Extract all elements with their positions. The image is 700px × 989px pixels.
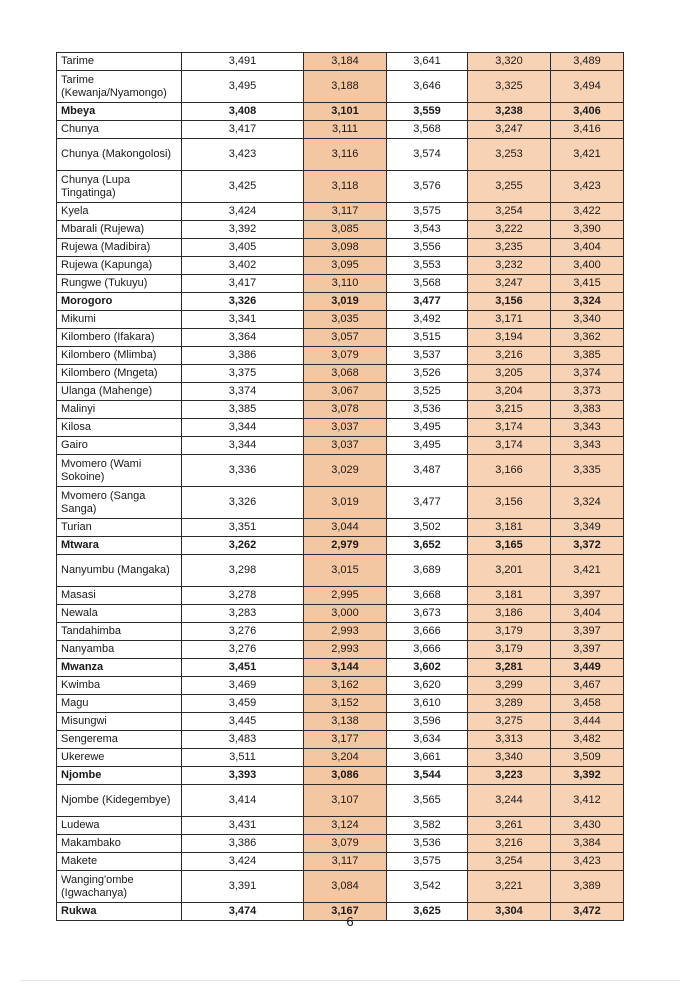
price-cell: 3,084	[304, 871, 387, 903]
price-cell: 3,156	[468, 293, 551, 311]
price-cell: 3,037	[304, 419, 387, 437]
price-cell: 3,390	[551, 221, 624, 239]
price-cell: 3,205	[468, 365, 551, 383]
table-row	[57, 53, 624, 71]
table-row	[57, 239, 624, 257]
price-cell: 3,397	[551, 641, 624, 659]
price-cell: 3,281	[468, 659, 551, 677]
price-cell: 3,384	[551, 835, 624, 853]
price-cell: 3,386	[182, 347, 304, 365]
price-cell: 3,574	[387, 139, 468, 171]
price-cell: 3,372	[551, 537, 624, 555]
table-row	[57, 659, 624, 677]
price-cell: 3,078	[304, 401, 387, 419]
price-cell: 3,397	[551, 623, 624, 641]
location-cell: Kilombero (Mlimba)	[57, 347, 182, 365]
price-cell: 3,391	[182, 871, 304, 903]
price-cell: 3,035	[304, 311, 387, 329]
location-cell: Mwanza	[57, 659, 182, 677]
price-cell: 3,423	[551, 171, 624, 203]
location-cell: Tarime (Kewanja/Nyamongo)	[57, 71, 182, 103]
price-cell: 3,502	[387, 519, 468, 537]
table-row	[57, 641, 624, 659]
price-cell: 3,445	[182, 713, 304, 731]
price-cell: 3,289	[468, 695, 551, 713]
table-row	[57, 519, 624, 537]
table-row	[57, 257, 624, 275]
location-cell: Rungwe (Tukuyu)	[57, 275, 182, 293]
table-row	[57, 329, 624, 347]
price-cell: 3,262	[182, 537, 304, 555]
price-cell: 3,641	[387, 53, 468, 71]
price-cell: 3,336	[182, 455, 304, 487]
price-cell: 3,165	[468, 537, 551, 555]
price-cell: 3,602	[387, 659, 468, 677]
price-cell: 3,477	[387, 487, 468, 519]
table-row	[57, 853, 624, 871]
price-cell: 3,421	[551, 139, 624, 171]
price-cell: 3,110	[304, 275, 387, 293]
price-cell: 3,124	[304, 817, 387, 835]
price-cell: 3,392	[182, 221, 304, 239]
location-cell: Kilosa	[57, 419, 182, 437]
location-cell: Chunya (Lupa Tingatinga)	[57, 171, 182, 203]
price-cell: 3,568	[387, 275, 468, 293]
location-cell: Tarime	[57, 53, 182, 71]
location-cell: Nanyumbu (Mangaka)	[57, 555, 182, 587]
price-cell: 3,449	[551, 659, 624, 677]
price-cell: 3,244	[468, 785, 551, 817]
price-cell: 3,430	[551, 817, 624, 835]
price-cell: 3,421	[551, 555, 624, 587]
price-cell: 3,536	[387, 401, 468, 419]
table-row	[57, 419, 624, 437]
price-cell: 3,254	[468, 203, 551, 221]
price-cell: 2,993	[304, 641, 387, 659]
table-row	[57, 347, 624, 365]
table-row	[57, 171, 624, 203]
price-cell: 3,247	[468, 121, 551, 139]
price-cell: 3,625	[387, 903, 468, 921]
location-cell: Nanyamba	[57, 641, 182, 659]
price-cell: 3,085	[304, 221, 387, 239]
price-cell: 3,487	[387, 455, 468, 487]
price-cell: 3,417	[182, 275, 304, 293]
location-cell: Makambako	[57, 835, 182, 853]
price-cell: 3,474	[182, 903, 304, 921]
price-cell: 3,400	[551, 257, 624, 275]
price-cell: 3,107	[304, 785, 387, 817]
price-cell: 3,406	[551, 103, 624, 121]
price-cell: 3,536	[387, 835, 468, 853]
price-cell: 3,326	[182, 293, 304, 311]
price-cell: 3,204	[304, 749, 387, 767]
location-cell: Njombe (Kidegembye)	[57, 785, 182, 817]
table-row	[57, 749, 624, 767]
location-cell: Misungwi	[57, 713, 182, 731]
price-cell: 3,666	[387, 623, 468, 641]
price-cell: 3,341	[182, 311, 304, 329]
table-row	[57, 139, 624, 171]
price-cell: 3,544	[387, 767, 468, 785]
price-cell: 3,482	[551, 731, 624, 749]
location-cell: Kyela	[57, 203, 182, 221]
price-cell: 3,275	[468, 713, 551, 731]
table-row	[57, 623, 624, 641]
location-cell: Morogoro	[57, 293, 182, 311]
price-cell: 3,238	[468, 103, 551, 121]
price-cell: 3,223	[468, 767, 551, 785]
price-cell: 3,422	[551, 203, 624, 221]
price-cell: 3,386	[182, 835, 304, 853]
price-cell: 3,019	[304, 487, 387, 519]
table-row	[57, 835, 624, 853]
price-cell: 3,037	[304, 437, 387, 455]
price-cell: 3,254	[468, 853, 551, 871]
price-cell: 3,184	[304, 53, 387, 71]
price-cell: 3,340	[468, 749, 551, 767]
location-cell: Rujewa (Kapunga)	[57, 257, 182, 275]
table-row	[57, 365, 624, 383]
table-row	[57, 605, 624, 623]
price-cell: 3,472	[551, 903, 624, 921]
table-row	[57, 103, 624, 121]
location-cell: Gairo	[57, 437, 182, 455]
price-cell: 3,458	[551, 695, 624, 713]
location-cell: Sengerema	[57, 731, 182, 749]
table-row	[57, 311, 624, 329]
price-cell: 3,610	[387, 695, 468, 713]
price-table	[56, 52, 624, 921]
price-cell: 3,509	[551, 749, 624, 767]
price-cell: 3,156	[468, 487, 551, 519]
table-row	[57, 713, 624, 731]
location-cell: Mvomero (Wami Sokoine)	[57, 455, 182, 487]
price-cell: 3,222	[468, 221, 551, 239]
price-cell: 3,634	[387, 731, 468, 749]
location-cell: Kilombero (Ifakara)	[57, 329, 182, 347]
price-cell: 3,495	[387, 419, 468, 437]
price-cell: 3,568	[387, 121, 468, 139]
location-cell: Ulanga (Mahenge)	[57, 383, 182, 401]
price-cell: 3,661	[387, 749, 468, 767]
price-cell: 3,344	[182, 437, 304, 455]
price-cell: 3,542	[387, 871, 468, 903]
price-cell: 3,596	[387, 713, 468, 731]
price-cell: 3,543	[387, 221, 468, 239]
price-cell: 3,216	[468, 835, 551, 853]
price-cell: 3,424	[182, 853, 304, 871]
price-cell: 3,652	[387, 537, 468, 555]
price-cell: 3,261	[468, 817, 551, 835]
price-cell: 3,673	[387, 605, 468, 623]
price-cell: 3,171	[468, 311, 551, 329]
price-cell: 3,553	[387, 257, 468, 275]
price-cell: 3,414	[182, 785, 304, 817]
price-cell: 3,335	[551, 455, 624, 487]
price-cell: 3,404	[551, 605, 624, 623]
price-cell: 3,253	[468, 139, 551, 171]
price-cell: 3,425	[182, 171, 304, 203]
price-cell: 3,495	[387, 437, 468, 455]
price-cell: 3,278	[182, 587, 304, 605]
price-cell: 3,177	[304, 731, 387, 749]
price-cell: 3,689	[387, 555, 468, 587]
price-cell: 3,351	[182, 519, 304, 537]
price-cell: 3,079	[304, 347, 387, 365]
price-cell: 3,000	[304, 605, 387, 623]
price-cell: 3,216	[468, 347, 551, 365]
price-cell: 3,079	[304, 835, 387, 853]
price-cell: 3,374	[551, 365, 624, 383]
location-cell: Mbeya	[57, 103, 182, 121]
table-body	[57, 53, 624, 921]
price-cell: 3,326	[182, 487, 304, 519]
table-row	[57, 275, 624, 293]
location-cell: Turian	[57, 519, 182, 537]
price-cell: 3,537	[387, 347, 468, 365]
price-cell: 3,385	[551, 347, 624, 365]
price-cell: 3,416	[551, 121, 624, 139]
price-cell: 3,575	[387, 203, 468, 221]
price-cell: 3,116	[304, 139, 387, 171]
price-cell: 3,646	[387, 71, 468, 103]
price-cell: 3,320	[468, 53, 551, 71]
price-cell: 3,179	[468, 641, 551, 659]
location-cell: Ukerewe	[57, 749, 182, 767]
price-cell: 3,067	[304, 383, 387, 401]
price-cell: 3,666	[387, 641, 468, 659]
price-cell: 3,144	[304, 659, 387, 677]
price-cell: 3,015	[304, 555, 387, 587]
location-cell: Mvomero (Sanga Sanga)	[57, 487, 182, 519]
price-cell: 3,019	[304, 293, 387, 311]
table-row	[57, 401, 624, 419]
price-cell: 3,373	[551, 383, 624, 401]
location-cell: Rujewa (Madibira)	[57, 239, 182, 257]
location-cell: Rukwa	[57, 903, 182, 921]
table-row	[57, 817, 624, 835]
price-cell: 3,313	[468, 731, 551, 749]
location-cell: Tandahimba	[57, 623, 182, 641]
price-cell: 3,404	[551, 239, 624, 257]
price-cell: 3,186	[468, 605, 551, 623]
price-cell: 2,995	[304, 587, 387, 605]
table-row	[57, 203, 624, 221]
price-cell: 3,375	[182, 365, 304, 383]
price-cell: 3,117	[304, 203, 387, 221]
price-cell: 3,469	[182, 677, 304, 695]
price-cell: 3,304	[468, 903, 551, 921]
location-cell: Chunya (Makongolosi)	[57, 139, 182, 171]
price-cell: 3,044	[304, 519, 387, 537]
table-row	[57, 555, 624, 587]
location-cell: Masasi	[57, 587, 182, 605]
price-cell: 3,101	[304, 103, 387, 121]
location-cell: Ludewa	[57, 817, 182, 835]
table-row	[57, 487, 624, 519]
location-cell: Njombe	[57, 767, 182, 785]
price-cell: 3,489	[551, 53, 624, 71]
table-row	[57, 537, 624, 555]
price-cell: 3,174	[468, 437, 551, 455]
location-cell: Malinyi	[57, 401, 182, 419]
price-cell: 3,417	[182, 121, 304, 139]
price-cell: 2,979	[304, 537, 387, 555]
price-cell: 3,162	[304, 677, 387, 695]
location-cell: Kwimba	[57, 677, 182, 695]
location-cell: Chunya	[57, 121, 182, 139]
price-cell: 3,194	[468, 329, 551, 347]
price-cell: 3,364	[182, 329, 304, 347]
table-row	[57, 677, 624, 695]
price-cell: 3,405	[182, 239, 304, 257]
table-row	[57, 455, 624, 487]
price-cell: 3,152	[304, 695, 387, 713]
price-cell: 3,526	[387, 365, 468, 383]
price-cell: 3,188	[304, 71, 387, 103]
price-cell: 3,483	[182, 731, 304, 749]
price-cell: 3,118	[304, 171, 387, 203]
price-cell: 3,374	[182, 383, 304, 401]
price-cell: 3,181	[468, 519, 551, 537]
price-cell: 3,582	[387, 817, 468, 835]
price-cell: 3,515	[387, 329, 468, 347]
price-cell: 3,408	[182, 103, 304, 121]
table-row	[57, 437, 624, 455]
price-cell: 3,324	[551, 487, 624, 519]
location-cell: Makete	[57, 853, 182, 871]
price-cell: 2,993	[304, 623, 387, 641]
price-cell: 3,343	[551, 437, 624, 455]
table-row	[57, 731, 624, 749]
page-divider	[20, 980, 680, 981]
price-cell: 3,392	[551, 767, 624, 785]
price-cell: 3,029	[304, 455, 387, 487]
location-cell: Kilombero (Mngeta)	[57, 365, 182, 383]
location-cell: Magu	[57, 695, 182, 713]
price-cell: 3,086	[304, 767, 387, 785]
price-cell: 3,179	[468, 623, 551, 641]
price-cell: 3,423	[551, 853, 624, 871]
price-cell: 3,511	[182, 749, 304, 767]
price-cell: 3,232	[468, 257, 551, 275]
table-row	[57, 587, 624, 605]
price-cell: 3,204	[468, 383, 551, 401]
price-cell: 3,167	[304, 903, 387, 921]
price-cell: 3,221	[468, 871, 551, 903]
price-cell: 3,576	[387, 171, 468, 203]
price-cell: 3,491	[182, 53, 304, 71]
location-cell: Wanging'ombe (Igwachanya)	[57, 871, 182, 903]
table-row	[57, 221, 624, 239]
price-cell: 3,057	[304, 329, 387, 347]
table-row	[57, 71, 624, 103]
price-cell: 3,385	[182, 401, 304, 419]
table-row	[57, 695, 624, 713]
price-cell: 3,459	[182, 695, 304, 713]
price-cell: 3,201	[468, 555, 551, 587]
price-cell: 3,276	[182, 641, 304, 659]
price-cell: 3,325	[468, 71, 551, 103]
price-cell: 3,247	[468, 275, 551, 293]
price-cell: 3,138	[304, 713, 387, 731]
price-cell: 3,402	[182, 257, 304, 275]
price-cell: 3,166	[468, 455, 551, 487]
price-cell: 3,477	[387, 293, 468, 311]
location-cell: Mbarali (Rujewa)	[57, 221, 182, 239]
page-number: 6	[346, 914, 354, 929]
price-cell: 3,492	[387, 311, 468, 329]
price-cell: 3,344	[182, 419, 304, 437]
price-cell: 3,424	[182, 203, 304, 221]
price-cell: 3,415	[551, 275, 624, 293]
location-cell: Newala	[57, 605, 182, 623]
price-cell: 3,431	[182, 817, 304, 835]
price-cell: 3,299	[468, 677, 551, 695]
price-cell: 3,298	[182, 555, 304, 587]
price-cell: 3,565	[387, 785, 468, 817]
price-cell: 3,668	[387, 587, 468, 605]
price-cell: 3,068	[304, 365, 387, 383]
price-cell: 3,383	[551, 401, 624, 419]
price-cell: 3,324	[551, 293, 624, 311]
table-row	[57, 293, 624, 311]
price-cell: 3,340	[551, 311, 624, 329]
price-cell: 3,451	[182, 659, 304, 677]
price-cell: 3,575	[387, 853, 468, 871]
price-cell: 3,423	[182, 139, 304, 171]
price-cell: 3,525	[387, 383, 468, 401]
price-cell: 3,283	[182, 605, 304, 623]
price-cell: 3,117	[304, 853, 387, 871]
table-row	[57, 121, 624, 139]
price-cell: 3,095	[304, 257, 387, 275]
table-row	[57, 383, 624, 401]
price-cell: 3,467	[551, 677, 624, 695]
price-cell: 3,397	[551, 587, 624, 605]
price-cell: 3,412	[551, 785, 624, 817]
price-cell: 3,362	[551, 329, 624, 347]
price-cell: 3,620	[387, 677, 468, 695]
price-cell: 3,559	[387, 103, 468, 121]
price-cell: 3,215	[468, 401, 551, 419]
price-cell: 3,235	[468, 239, 551, 257]
table-row	[57, 785, 624, 817]
price-cell: 3,343	[551, 419, 624, 437]
price-cell: 3,389	[551, 871, 624, 903]
price-cell: 3,349	[551, 519, 624, 537]
price-cell: 3,181	[468, 587, 551, 605]
location-cell: Mikumi	[57, 311, 182, 329]
table-row	[57, 767, 624, 785]
price-cell: 3,393	[182, 767, 304, 785]
price-cell: 3,556	[387, 239, 468, 257]
price-cell: 3,444	[551, 713, 624, 731]
price-cell: 3,255	[468, 171, 551, 203]
price-cell: 3,276	[182, 623, 304, 641]
location-cell: Mtwara	[57, 537, 182, 555]
table-row	[57, 871, 624, 903]
price-cell: 3,098	[304, 239, 387, 257]
price-cell: 3,494	[551, 71, 624, 103]
price-cell: 3,174	[468, 419, 551, 437]
price-cell: 3,495	[182, 71, 304, 103]
price-cell: 3,111	[304, 121, 387, 139]
